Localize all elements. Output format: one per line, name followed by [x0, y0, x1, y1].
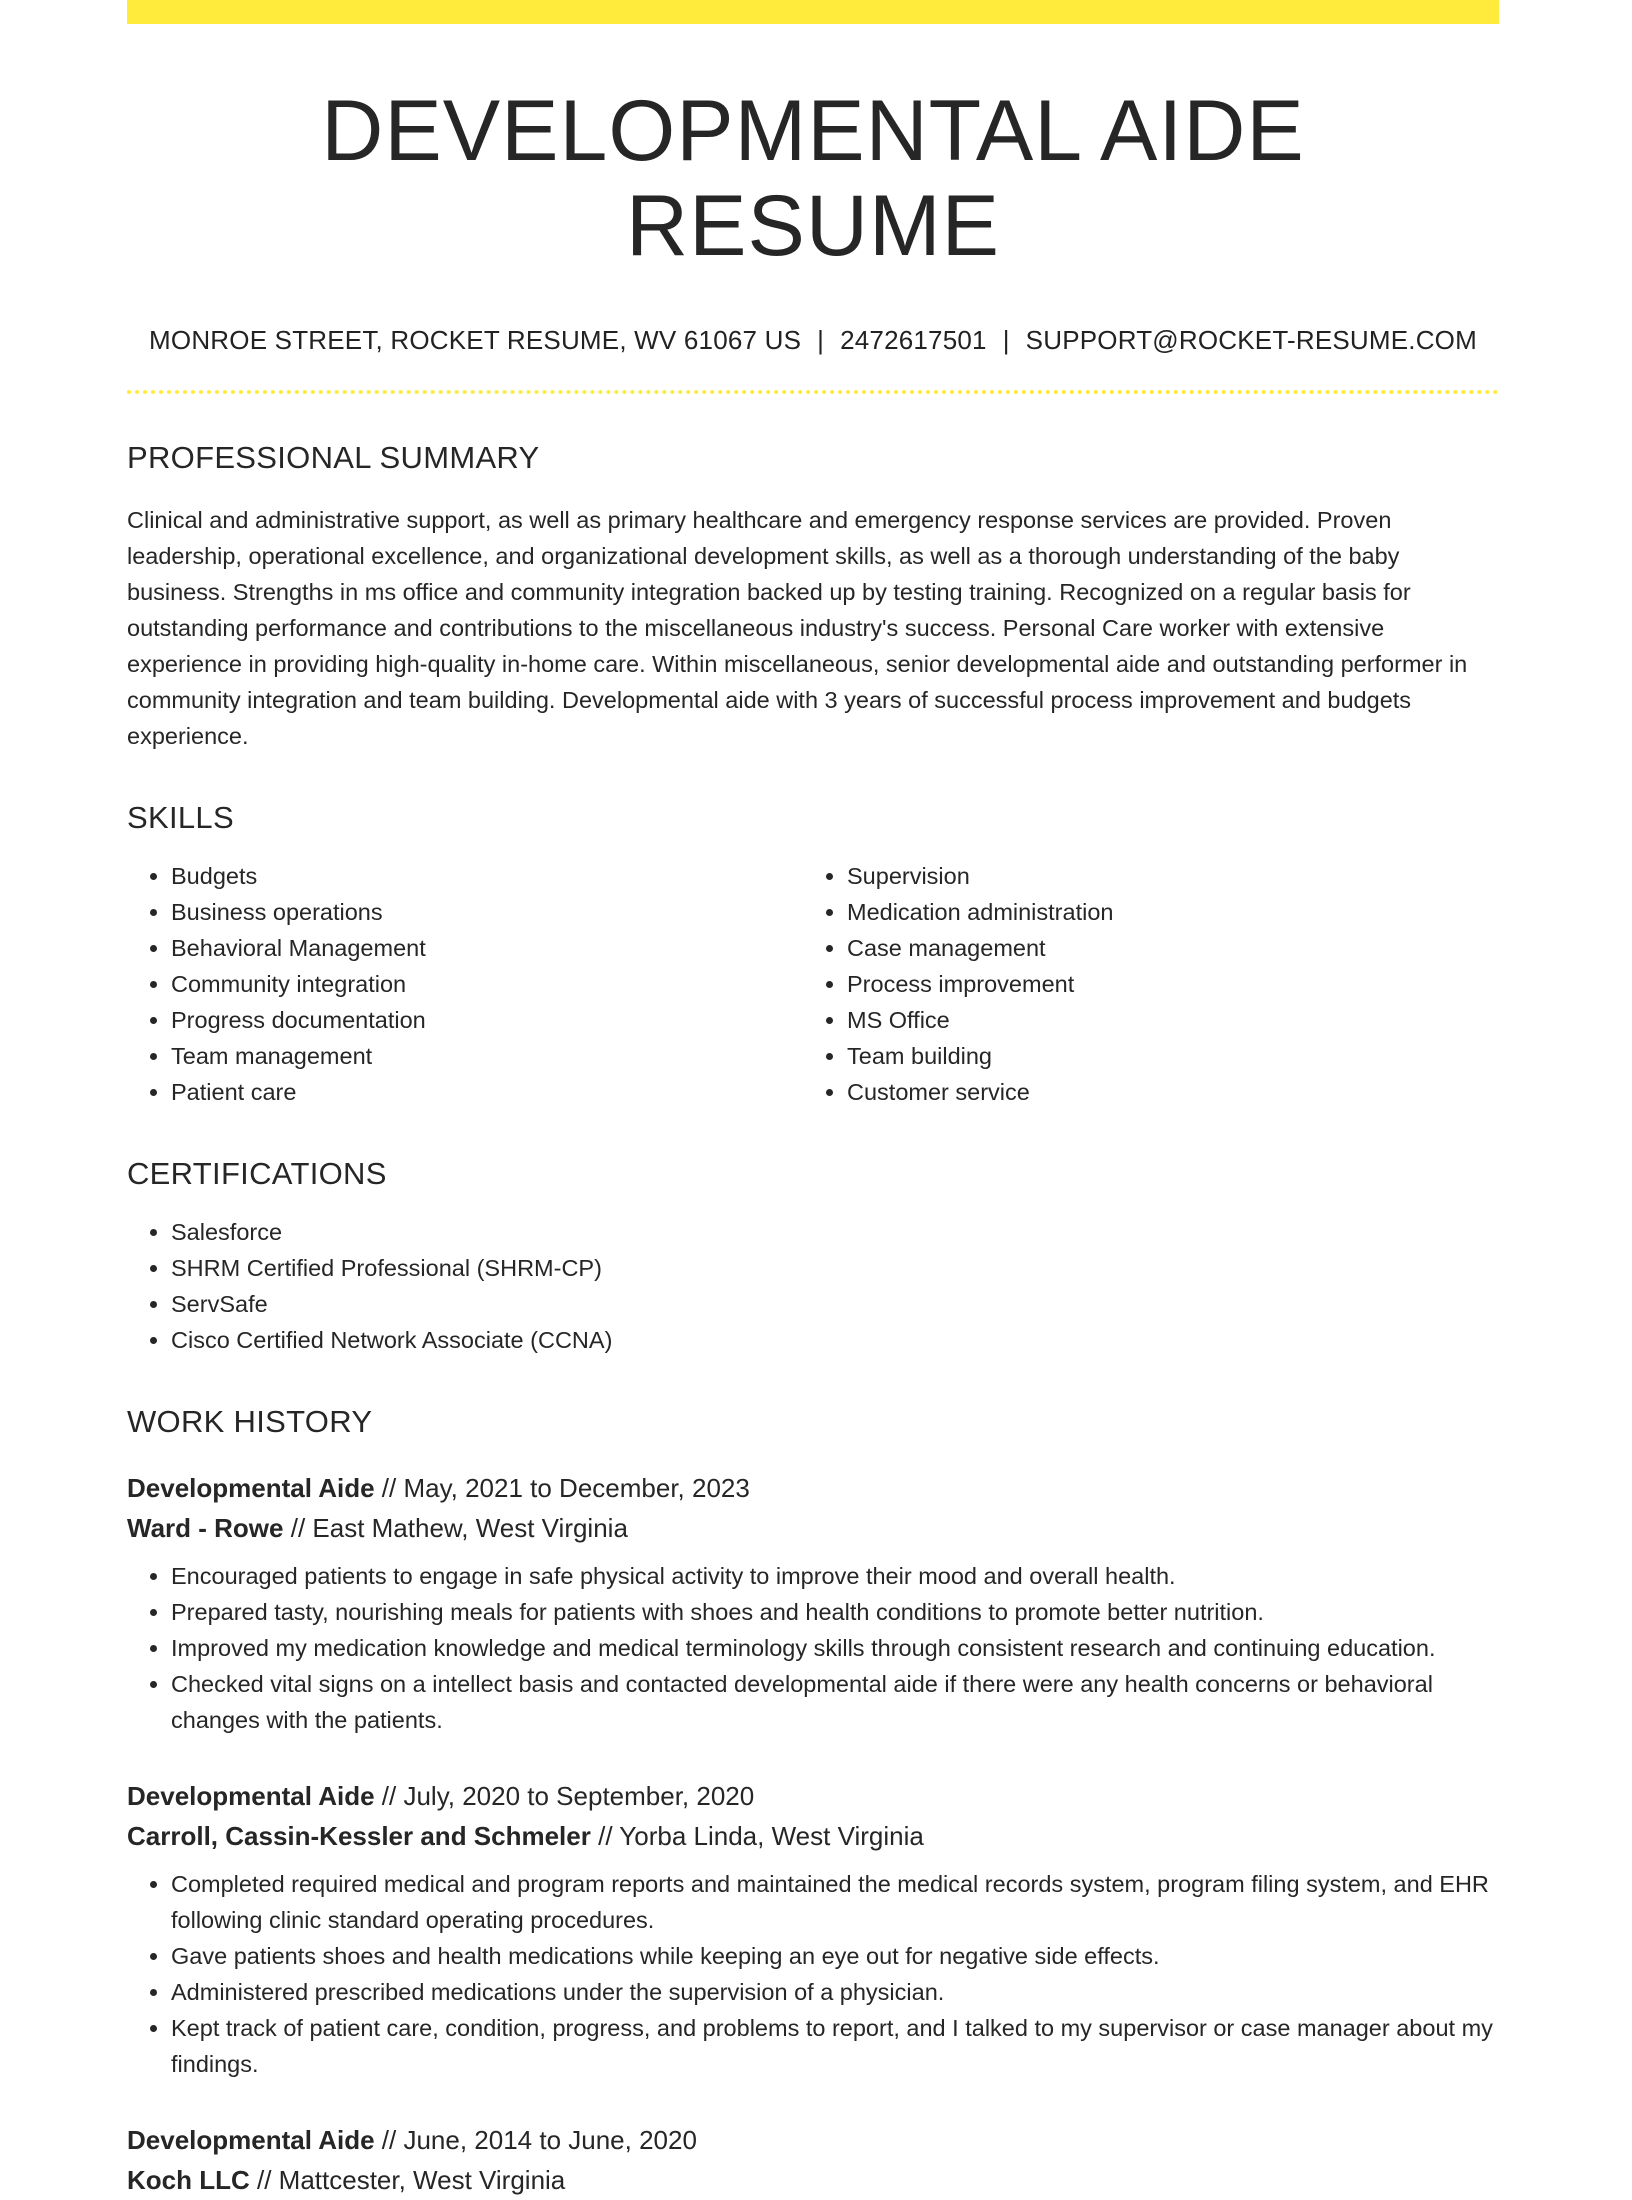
job-company: Carroll, Cassin-Kessler and Schmeler: [127, 1821, 591, 1852]
job-dates: // June, 2014 to June, 2020: [381, 2125, 697, 2156]
job-bullet: • Gave patients shoes and health medications while keeping an eye out for negative side effects.: [171, 1938, 1499, 1974]
job-role: Developmental Aide: [127, 1473, 375, 1504]
skill-item: • Business operations: [171, 894, 803, 930]
job-role: Developmental Aide: [127, 1781, 375, 1812]
job-entry: [127, 1776, 1499, 2082]
skill-item: • Process improvement: [847, 966, 1479, 1002]
resume-title: DEVELOPMENTAL AIDE RESUME: [321, 83, 1305, 274]
job-dates: // July, 2020 to September, 2020: [381, 1781, 755, 1812]
certification-item: • SHRM Certified Professional (SHRM-CP): [171, 1250, 1499, 1286]
job-company: Ward - Rowe: [127, 1513, 284, 1544]
skill-item: • Customer service: [847, 1074, 1479, 1110]
job-company-line: [127, 1816, 1499, 1856]
job-entry: [127, 1468, 1499, 1738]
job-bullet: • Prepared tasty, nourishing meals for patients with shoes and health conditions to promote better nutrition.: [171, 1594, 1499, 1630]
job-bullet: • Improved my medication knowledge and medical terminology skills through consistent research and continuing education.: [171, 1630, 1499, 1666]
job-bullets: [127, 1866, 1499, 2082]
certification-item: • Cisco Certified Network Associate (CCNA): [171, 1322, 1499, 1358]
job-bullet: • Encouraged patients to engage in safe physical activity to improve their mood and overall health.: [171, 1558, 1499, 1594]
job-bullet: • Kept track of patient care, condition, progress, and problems to report, and I talked to my supervisor or case manager about my findings.: [171, 2010, 1499, 2082]
job-bullets: [127, 1558, 1499, 1738]
skill-item: • Team building: [847, 1038, 1479, 1074]
skill-item: • Budgets: [171, 858, 803, 894]
certifications-heading: CERTIFICATIONS: [127, 1156, 387, 1192]
job-role-line: [127, 2120, 1499, 2160]
work-history-heading: WORK HISTORY: [127, 1404, 373, 1440]
header-divider: [127, 390, 1499, 394]
skill-item: • Community integration: [171, 966, 803, 1002]
contact-separator: |: [817, 325, 825, 356]
skill-item: • MS Office: [847, 1002, 1479, 1038]
summary-heading: PROFESSIONAL SUMMARY: [127, 440, 540, 476]
job-location: // Yorba Linda, West Virginia: [598, 1821, 924, 1852]
skills-heading: SKILLS: [127, 800, 234, 836]
job-location: // Mattcester, West Virginia: [257, 2165, 566, 2196]
skills-list: [127, 858, 1499, 1110]
skill-item: • Team management: [171, 1038, 803, 1074]
job-role-line: [127, 1468, 1499, 1508]
resume-page: [127, 0, 1499, 2200]
skill-item: • Medication administration: [847, 894, 1479, 930]
job-role-line: [127, 1776, 1499, 1816]
contact-line: [127, 325, 1499, 356]
contact-phone: 2472617501: [840, 325, 987, 356]
job-dates: // May, 2021 to December, 2023: [381, 1473, 750, 1504]
job-company-line: [127, 2160, 1499, 2200]
job-bullet: • Administered prescribed medications under the supervision of a physician.: [171, 1974, 1499, 2010]
job-company-line: [127, 1508, 1499, 1548]
job-bullet: • Checked vital signs on a intellect basis and contacted developmental aide if there were any health concerns or behavioral changes with the patients.: [171, 1666, 1499, 1738]
skills-column-left: [127, 858, 803, 1110]
certifications-list: [127, 1214, 1499, 1358]
skill-item: • Progress documentation: [171, 1002, 803, 1038]
contact-address: MONROE STREET, ROCKET RESUME, WV 61067 US: [149, 325, 802, 356]
summary-text: Clinical and administrative support, as well as primary healthcare and emergency response services are provided. Proven leadership, operational excellence, and organizational development skills, as well as a thorough understanding of the baby business. Strengths in ms office and community integration backed up by testing training. Recognized on a regular basis for outstanding performance and contributions to the miscellaneous industry's success. Personal Care worker with extensive experience in providing high-quality in-home care. Within miscellaneous, senior developmental aide and outstanding performer in community integration and team building. Developmental aide with 3 years of successful process improvement and budgets experience.: [127, 507, 1468, 750]
job-entry: [127, 2120, 1499, 2200]
job-bullet: • Completed required medical and program reports and maintained the medical records system, program filing system, and EHR following clinic standard operating procedures.: [171, 1866, 1499, 1938]
certification-item: • ServSafe: [171, 1286, 1499, 1322]
skill-item: • Behavioral Management: [171, 930, 803, 966]
skill-item: • Patient care: [171, 1074, 803, 1110]
job-location: // East Mathew, West Virginia: [290, 1513, 628, 1544]
contact-separator: |: [1002, 325, 1010, 356]
skills-column-right: [803, 858, 1479, 1110]
job-company: Koch LLC: [127, 2165, 250, 2196]
skill-item: • Case management: [847, 930, 1479, 966]
top-accent-bar: [127, 0, 1499, 24]
skill-item: • Supervision: [847, 858, 1479, 894]
certification-item: • Salesforce: [171, 1214, 1499, 1250]
job-role: Developmental Aide: [127, 2125, 375, 2156]
contact-email: SUPPORT@ROCKET-RESUME.COM: [1025, 325, 1477, 356]
